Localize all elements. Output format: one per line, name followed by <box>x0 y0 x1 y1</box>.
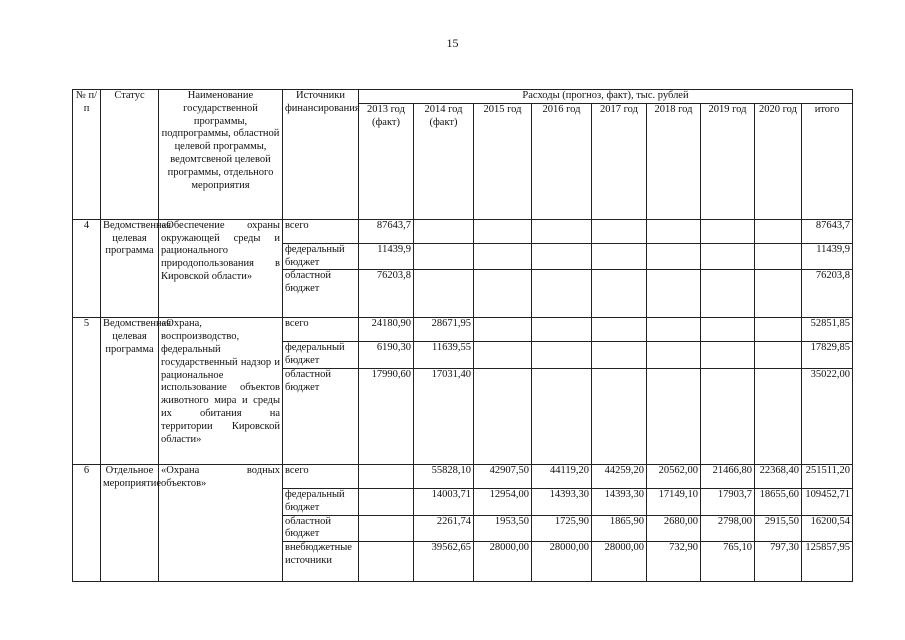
program-status: Ведомственная целевая программа <box>101 219 159 318</box>
funding-source: федеральный бюджет <box>283 488 359 515</box>
amount-cell: 28000,00 <box>474 542 532 582</box>
amount-cell: 17990,60 <box>359 368 414 464</box>
amount-cell: 732,90 <box>647 542 701 582</box>
amount-cell <box>592 318 647 342</box>
amount-cell: 6190,30 <box>359 342 414 369</box>
amount-cell: 11439,9 <box>359 243 414 270</box>
amount-cell: 20562,00 <box>647 464 701 488</box>
total-cell: 76203,8 <box>802 270 853 318</box>
amount-cell: 24180,90 <box>359 318 414 342</box>
program-number: 6 <box>73 464 101 581</box>
amount-cell <box>592 219 647 243</box>
amount-cell <box>359 515 414 542</box>
amount-cell <box>647 219 701 243</box>
amount-cell: 11639,55 <box>414 342 474 369</box>
header-year: 2018 год <box>647 103 701 219</box>
header-total: итого <box>802 103 853 219</box>
funding-source: областной бюджет <box>283 368 359 464</box>
amount-cell <box>701 243 755 270</box>
funding-source: областной бюджет <box>283 515 359 542</box>
header-year: 2016 год <box>532 103 592 219</box>
amount-cell <box>755 342 802 369</box>
amount-cell: 44119,20 <box>532 464 592 488</box>
amount-cell: 765,10 <box>701 542 755 582</box>
amount-cell <box>647 270 701 318</box>
funding-source: областной бюджет <box>283 270 359 318</box>
amount-cell <box>532 243 592 270</box>
program-status: Ведомственная целевая программа <box>101 318 159 465</box>
total-cell: 125857,95 <box>802 542 853 582</box>
amount-cell: 2915,50 <box>755 515 802 542</box>
amount-cell: 22368,40 <box>755 464 802 488</box>
header-year: 2013 год (факт) <box>359 103 414 219</box>
amount-cell <box>359 464 414 488</box>
amount-cell: 55828,10 <box>414 464 474 488</box>
amount-cell <box>474 342 532 369</box>
amount-cell: 1865,90 <box>592 515 647 542</box>
amount-cell <box>474 219 532 243</box>
amount-cell <box>701 318 755 342</box>
amount-cell <box>474 318 532 342</box>
amount-cell: 28671,95 <box>414 318 474 342</box>
amount-cell: 42907,50 <box>474 464 532 488</box>
amount-cell: 17903,7 <box>701 488 755 515</box>
total-cell: 35022,00 <box>802 368 853 464</box>
amount-cell <box>647 368 701 464</box>
amount-cell: 12954,00 <box>474 488 532 515</box>
amount-cell: 14393,30 <box>532 488 592 515</box>
amount-cell <box>755 219 802 243</box>
amount-cell <box>755 243 802 270</box>
header-expenses: Расходы (прогноз, факт), тыс. рублей <box>359 90 853 104</box>
amount-cell: 87643,7 <box>359 219 414 243</box>
amount-cell <box>701 368 755 464</box>
header-year: 2015 год <box>474 103 532 219</box>
amount-cell: 39562,65 <box>414 542 474 582</box>
total-cell: 16200,54 <box>802 515 853 542</box>
amount-cell <box>647 342 701 369</box>
table-row <box>73 464 853 488</box>
amount-cell: 1725,90 <box>532 515 592 542</box>
header-name: Наименование государственной программы, подпрограммы, областной целевой программы, ведомтсвеной целевой программы, отдельного мероприятия <box>159 90 283 220</box>
amount-cell <box>647 318 701 342</box>
page-number: 15 <box>446 36 459 50</box>
amount-cell: 17149,10 <box>647 488 701 515</box>
amount-cell <box>532 368 592 464</box>
total-cell: 17829,85 <box>802 342 853 369</box>
amount-cell <box>414 243 474 270</box>
amount-cell <box>474 368 532 464</box>
program-number: 5 <box>73 318 101 465</box>
total-cell: 87643,7 <box>802 219 853 243</box>
amount-cell: 1953,50 <box>474 515 532 542</box>
funding-source: внебюджетные источники <box>283 542 359 582</box>
amount-cell: 797,30 <box>755 542 802 582</box>
amount-cell <box>755 368 802 464</box>
program-name: «Обеспечение охраны окружающей среды и рационального природопользования в Кировской области» <box>159 219 283 318</box>
amount-cell <box>532 219 592 243</box>
amount-cell <box>755 270 802 318</box>
table-header <box>73 90 853 220</box>
table-row <box>73 219 853 243</box>
header-year: 2019 год <box>701 103 755 219</box>
table-body <box>73 219 853 581</box>
header-status: Статус <box>101 90 159 220</box>
amount-cell: 2261,74 <box>414 515 474 542</box>
program-status: Отдельное мероприятие <box>101 464 159 581</box>
amount-cell: 28000,00 <box>592 542 647 582</box>
table-row <box>73 318 853 342</box>
funding-source: всего <box>283 464 359 488</box>
amount-cell <box>701 219 755 243</box>
amount-cell <box>474 270 532 318</box>
amount-cell: 18655,60 <box>755 488 802 515</box>
header-year: 2020 год <box>755 103 802 219</box>
amount-cell <box>359 542 414 582</box>
amount-cell: 44259,20 <box>592 464 647 488</box>
amount-cell <box>701 270 755 318</box>
amount-cell: 17031,40 <box>414 368 474 464</box>
amount-cell <box>647 243 701 270</box>
amount-cell <box>592 270 647 318</box>
program-name: «Охрана, воспроизводство, федеральный государственный надзор и рациональное использование объектов животного мира и среды их обитания на территории Кировской области» <box>159 318 283 465</box>
program-number: 4 <box>73 219 101 318</box>
program-name: «Охрана водных объектов» <box>159 464 283 581</box>
amount-cell <box>592 342 647 369</box>
budget-table <box>72 89 853 582</box>
amount-cell: 2798,00 <box>701 515 755 542</box>
amount-cell <box>532 270 592 318</box>
funding-source: всего <box>283 219 359 243</box>
amount-cell <box>592 243 647 270</box>
header-year: 2017 год <box>592 103 647 219</box>
header-year: 2014 год (факт) <box>414 103 474 219</box>
amount-cell <box>592 368 647 464</box>
amount-cell <box>701 342 755 369</box>
amount-cell <box>532 318 592 342</box>
amount-cell: 28000,00 <box>532 542 592 582</box>
amount-cell: 2680,00 <box>647 515 701 542</box>
header-num: № п/п <box>73 90 101 220</box>
header-source: Источники финансирования <box>283 90 359 220</box>
amount-cell <box>474 243 532 270</box>
amount-cell: 76203,8 <box>359 270 414 318</box>
funding-source: федеральный бюджет <box>283 342 359 369</box>
total-cell: 52851,85 <box>802 318 853 342</box>
funding-source: всего <box>283 318 359 342</box>
amount-cell: 14003,71 <box>414 488 474 515</box>
amount-cell: 14393,30 <box>592 488 647 515</box>
amount-cell <box>532 342 592 369</box>
funding-source: федеральный бюджет <box>283 243 359 270</box>
total-cell: 251511,20 <box>802 464 853 488</box>
amount-cell <box>359 488 414 515</box>
amount-cell <box>755 318 802 342</box>
total-cell: 109452,71 <box>802 488 853 515</box>
amount-cell <box>414 270 474 318</box>
total-cell: 11439,9 <box>802 243 853 270</box>
amount-cell: 21466,80 <box>701 464 755 488</box>
amount-cell <box>414 219 474 243</box>
